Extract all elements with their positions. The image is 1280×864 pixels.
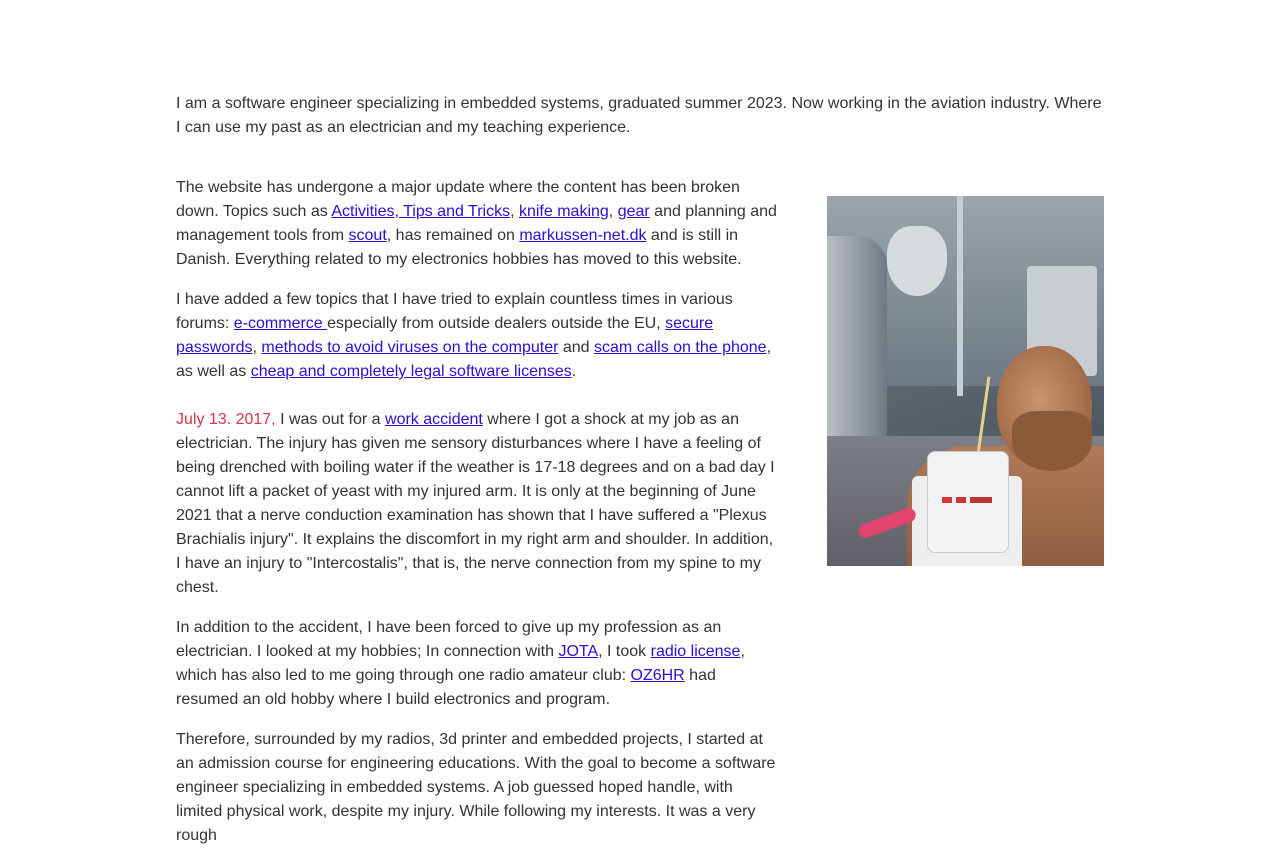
scam-calls-link[interactable]: scam calls on the phone	[594, 339, 767, 356]
hospital-photo	[827, 196, 1104, 566]
photo-curtain	[827, 236, 887, 466]
text-span: ,	[608, 203, 618, 220]
text-span: and is still in Danish. Everything related to my electronics hobbies has moved to this website.	[176, 227, 742, 268]
text-column	[176, 176, 778, 864]
text-span: ,	[510, 203, 519, 220]
e-commerce-link[interactable]: e-commerce	[233, 315, 328, 332]
activities-link[interactable]: Activities, Tips and Tricks	[331, 203, 511, 220]
avoid-viruses-link[interactable]: methods to avoid viruses on the computer	[261, 339, 559, 356]
work-accident-link[interactable]: work accident	[385, 411, 483, 428]
photo-iv-pole	[957, 196, 963, 396]
content-row	[176, 176, 1104, 864]
text-span: .	[571, 363, 577, 380]
website-update-paragraph	[176, 176, 778, 272]
markussen-net-link[interactable]: markussen-net.dk	[519, 227, 647, 244]
education-paragraph	[176, 728, 778, 848]
photo-iv-bag	[887, 226, 947, 296]
photo-beard	[1012, 411, 1092, 471]
text-span: and planning and management tools from	[176, 203, 777, 244]
jota-link[interactable]: JOTA	[558, 643, 599, 660]
accident-date: July 13. 2017,	[176, 411, 276, 428]
topics-paragraph	[176, 288, 778, 384]
text-span: , which has also led to me going through one radio amateur club:	[176, 643, 745, 684]
photo-device-leds	[942, 497, 992, 503]
text-span: , has remained on	[386, 227, 520, 244]
hobbies-paragraph	[176, 616, 778, 712]
text-span: Therefore, surrounded by my radios, 3d printer and embedded projects, I started at an admission course for engineering educations. With the goal to become a software engineer specializing in embedded systems. A job guessed hoped handle, with limited physical work, despite my injury. While following my interests. It was a very rough	[176, 731, 776, 844]
text-span: I was out for a	[275, 411, 386, 428]
text-span: and	[558, 339, 595, 356]
gear-link[interactable]: gear	[617, 203, 650, 220]
photo-monitor-device	[927, 451, 1009, 553]
main-content	[176, 92, 1104, 864]
intro-paragraph: I am a software engineer specializing in embedded systems, graduated summer 2023. Now working in the aviation industry. Where I can use my past as an electrician and my teaching experience.	[176, 95, 1102, 136]
scout-link[interactable]: scout	[348, 227, 387, 244]
software-licenses-link[interactable]: cheap and completely legal software licenses	[250, 363, 572, 380]
text-span: ,	[252, 339, 262, 356]
text-span: I have added a few topics that I have tried to explain countless times in various forums:	[176, 291, 733, 332]
knife-making-link[interactable]: knife making	[518, 203, 609, 220]
radio-license-link[interactable]: radio license	[650, 643, 741, 660]
text-span: , I took	[598, 643, 651, 660]
text-span: The website has undergone a major update where the content has been broken down. Topics such as	[176, 179, 740, 220]
oz6hr-link[interactable]: OZ6HR	[630, 667, 685, 684]
text-span: had resumed an old hobby where I build electronics and program.	[176, 667, 716, 708]
photo-column	[827, 196, 1104, 566]
text-span: , as well as	[176, 339, 772, 380]
secure-passwords-link[interactable]: secure passwords	[176, 315, 714, 356]
text-span: especially from outside dealers outside the EU,	[327, 315, 666, 332]
text-span: In addition to the accident, I have been forced to give up my profession as an electrician. I looked at my hobbies; In connection with	[176, 619, 722, 660]
accident-paragraph	[176, 408, 778, 600]
text-span: where I got a shock at my job as an electrician. The injury has given me sensory disturbances where I have a feeling of being drenched with boiling water if the weather is 17-18 degrees and on a bad day I cannot lift a packet of yeast with my injured arm. It is only at the beginning of June 2021 that a nerve conduction examination has shown that I have suffered a "Plexus Brachialis injury". It explains the discomfort in my right arm and shoulder. In addition, I have an injury to "Intercostalis", that is, the nerve connection from my spine to my chest.	[176, 411, 775, 596]
